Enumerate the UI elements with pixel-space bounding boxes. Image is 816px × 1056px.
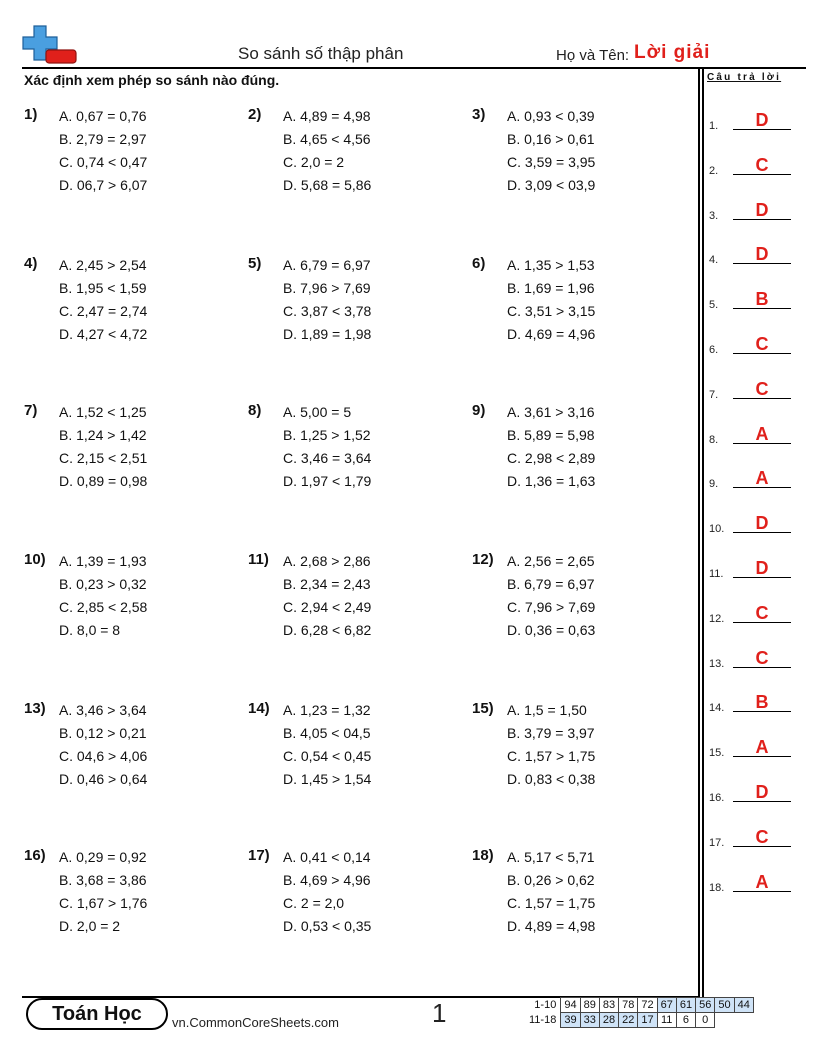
answer-number: 10. bbox=[709, 523, 725, 536]
score-cell: 78 bbox=[619, 998, 638, 1013]
score-cell: 11 bbox=[657, 1013, 676, 1028]
problem-option: C. 2 = 2,0 bbox=[283, 895, 345, 911]
answer-row bbox=[709, 194, 793, 224]
answer-number: 14. bbox=[709, 702, 725, 715]
problem-option: A. 1,39 = 1,93 bbox=[59, 553, 147, 569]
problem-option: B. 0,16 > 0,61 bbox=[507, 131, 595, 147]
problem-option: A. 2,68 > 2,86 bbox=[283, 553, 371, 569]
problem-number: 8) bbox=[248, 402, 262, 419]
answer-row bbox=[709, 552, 793, 582]
problem-option: C. 0,54 < 0,45 bbox=[283, 748, 372, 764]
answer-letter: D bbox=[755, 110, 769, 130]
problem-option: C. 3,59 = 3,95 bbox=[507, 154, 596, 170]
problem-option: C. 3,46 = 3,64 bbox=[283, 450, 372, 466]
answer-number: 1. bbox=[709, 120, 719, 132]
score-cell: 61 bbox=[676, 998, 695, 1013]
problem-option: B. 2,79 = 2,97 bbox=[59, 131, 147, 147]
score-cell: 22 bbox=[619, 1013, 638, 1028]
problem-option: D. 0,89 = 0,98 bbox=[59, 473, 148, 489]
answer-letter: B bbox=[755, 289, 769, 310]
problem-option: D. 0,53 < 0,35 bbox=[283, 918, 372, 934]
answer-row bbox=[709, 686, 793, 716]
answer-row bbox=[709, 731, 793, 761]
answer-letter: D bbox=[755, 244, 769, 265]
problem-option: B. 1,24 > 1,42 bbox=[59, 427, 147, 443]
worksheet-title: So sánh số thập phân bbox=[238, 44, 404, 63]
score-cell: 50 bbox=[715, 998, 734, 1013]
header-rule bbox=[22, 67, 806, 69]
problem-number: 4) bbox=[24, 255, 38, 272]
problem-option: D. 2,0 = 2 bbox=[59, 918, 121, 934]
answer-row bbox=[709, 642, 793, 672]
problem-option: A. 0,67 = 0,76 bbox=[59, 108, 147, 124]
answer-number: 7. bbox=[709, 388, 719, 401]
problem-option: B. 0,12 > 0,21 bbox=[59, 725, 147, 741]
problem-option: D. 0,36 = 0,63 bbox=[507, 622, 596, 638]
problem-number: 1) bbox=[24, 106, 38, 123]
answer-letter: C bbox=[755, 826, 769, 847]
score-cell: 56 bbox=[696, 998, 715, 1013]
problem-number: 3) bbox=[472, 106, 486, 123]
problem-option: A. 0,93 < 0,39 bbox=[507, 108, 595, 124]
answer-number: 17. bbox=[709, 836, 725, 849]
problem-option: B. 4,65 < 4,56 bbox=[283, 131, 371, 147]
answer-number: 9. bbox=[709, 478, 719, 491]
answer-letter: C bbox=[755, 647, 769, 668]
problem-option: B. 5,89 = 5,98 bbox=[507, 427, 595, 443]
score-cell: 89 bbox=[580, 998, 599, 1013]
answer-letter: A bbox=[755, 423, 769, 444]
score-cell: 67 bbox=[657, 998, 676, 1013]
problem-option: D. 4,27 < 4,72 bbox=[59, 326, 148, 342]
answer-number: 15. bbox=[709, 747, 725, 760]
answer-letter: C bbox=[755, 154, 769, 175]
problem-option: A. 1,52 < 1,25 bbox=[59, 404, 147, 420]
answer-letter: C bbox=[755, 378, 769, 399]
name-label: Họ và Tên: bbox=[556, 47, 630, 64]
answer-number: 8. bbox=[709, 433, 719, 446]
answer-number: 4. bbox=[709, 254, 719, 267]
answer-number: 6. bbox=[709, 344, 719, 356]
score-cell: 0 bbox=[696, 1013, 715, 1028]
instruction-text: Xác định xem phép so sánh nào đúng. bbox=[24, 72, 280, 88]
score-cell: 28 bbox=[599, 1013, 618, 1028]
answer-number: 12. bbox=[709, 612, 725, 625]
answer-row bbox=[709, 776, 793, 806]
problem-option: C. 04,6 > 4,06 bbox=[59, 748, 148, 764]
problem-option: D. 0,83 < 0,38 bbox=[507, 771, 596, 787]
problem-option: A. 3,46 > 3,64 bbox=[59, 702, 147, 718]
problem-option: C. 2,47 = 2,74 bbox=[59, 303, 148, 319]
problem-number: 6) bbox=[472, 255, 486, 272]
answer-number: 18. bbox=[709, 881, 725, 894]
problem-option: B. 7,96 > 7,69 bbox=[283, 280, 371, 296]
problem-option: A. 1,35 > 1,53 bbox=[507, 257, 595, 273]
answer-row bbox=[709, 238, 793, 268]
problem-option: C. 7,96 > 7,69 bbox=[507, 599, 596, 615]
answer-row bbox=[709, 373, 793, 403]
answer-number: 11. bbox=[709, 568, 724, 580]
answer-letter: D bbox=[755, 782, 769, 802]
answer-number: 3. bbox=[709, 209, 719, 222]
answer-row bbox=[709, 597, 793, 627]
problem-option: B. 3,79 = 3,97 bbox=[507, 725, 595, 741]
answer-letter: C bbox=[755, 334, 769, 354]
score-range-label: 11-18 bbox=[529, 1014, 557, 1026]
problem-option: B. 4,69 > 4,96 bbox=[283, 872, 371, 888]
problem-option: A. 1,23 = 1,32 bbox=[283, 702, 371, 718]
score-row bbox=[526, 1013, 753, 1028]
answer-row bbox=[709, 866, 793, 896]
problem-option: D. 6,28 < 6,82 bbox=[283, 622, 372, 638]
score-cell: 39 bbox=[561, 1013, 580, 1028]
answer-row bbox=[709, 149, 793, 179]
score-range-label: 1-10 bbox=[534, 999, 557, 1011]
problem-option: A. 0,29 = 0,92 bbox=[59, 849, 147, 865]
problem-option: B. 4,05 < 04,5 bbox=[283, 725, 371, 741]
problem-number: 11) bbox=[248, 551, 269, 568]
answer-number: 5. bbox=[709, 299, 719, 312]
problem-option: A. 4,89 = 4,98 bbox=[283, 108, 371, 124]
page-number: 1 bbox=[432, 998, 447, 1028]
problem-option: B. 0,26 > 0,62 bbox=[507, 872, 595, 888]
answer-row bbox=[709, 821, 793, 851]
problem-number: 15) bbox=[472, 700, 494, 717]
problem-option: C. 1,57 = 1,75 bbox=[507, 895, 596, 911]
problem-option: C. 1,67 > 1,76 bbox=[59, 895, 148, 911]
problem-option: A. 1,5 = 1,50 bbox=[507, 702, 587, 718]
problem-option: D. 1,89 = 1,98 bbox=[283, 326, 372, 342]
answer-row bbox=[709, 462, 793, 492]
answer-row bbox=[709, 507, 793, 537]
problem-number: 16) bbox=[24, 847, 46, 864]
problem-number: 14) bbox=[248, 700, 270, 717]
problem-option: B. 1,95 < 1,59 bbox=[59, 280, 147, 296]
problem-number: 7) bbox=[24, 402, 38, 419]
answer-letter: D bbox=[755, 558, 769, 578]
problem-option: A. 2,45 > 2,54 bbox=[59, 257, 147, 273]
problem-number: 17) bbox=[248, 847, 270, 864]
problem-option: A. 0,41 < 0,14 bbox=[283, 849, 371, 865]
score-cell: 44 bbox=[734, 998, 753, 1013]
answer-row bbox=[709, 104, 793, 134]
score-cell: 33 bbox=[580, 1013, 599, 1028]
answer-number: 13. bbox=[709, 657, 725, 670]
site-url: vn.CommonCoreSheets.com bbox=[172, 1015, 339, 1030]
plus-minus-logo-icon bbox=[22, 24, 80, 68]
answer-row bbox=[709, 328, 793, 358]
problem-option: D. 3,09 < 03,9 bbox=[507, 177, 596, 193]
problem-option: B. 0,23 > 0,32 bbox=[59, 576, 147, 592]
problem-option: D. 1,45 > 1,54 bbox=[283, 771, 372, 787]
problem-option: C. 3,87 < 3,78 bbox=[283, 303, 372, 319]
problem-option: C. 0,74 < 0,47 bbox=[59, 154, 148, 170]
answer-divider-left bbox=[698, 67, 700, 997]
problem-option: A. 5,17 < 5,71 bbox=[507, 849, 595, 865]
answer-row bbox=[709, 283, 793, 313]
answer-letter: B bbox=[755, 692, 769, 713]
name-value: Lời giải bbox=[634, 42, 711, 63]
score-row bbox=[526, 998, 753, 1013]
problem-option: C. 1,57 > 1,75 bbox=[507, 748, 596, 764]
answer-letter: D bbox=[755, 199, 769, 220]
problem-option: A. 3,61 > 3,16 bbox=[507, 404, 595, 420]
answer-letter: C bbox=[755, 602, 769, 623]
problem-option: B. 6,79 = 6,97 bbox=[507, 576, 595, 592]
score-cell: 94 bbox=[561, 998, 580, 1013]
answer-letter: D bbox=[755, 513, 769, 534]
problem-option: B. 1,69 = 1,96 bbox=[507, 280, 595, 296]
score-cell: 83 bbox=[599, 998, 618, 1013]
problem-option: D. 8,0 = 8 bbox=[59, 622, 121, 638]
problem-option: C. 2,94 < 2,49 bbox=[283, 599, 372, 615]
problem-option: B. 2,34 = 2,43 bbox=[283, 576, 371, 592]
answer-number: 16. bbox=[709, 792, 725, 804]
answer-number: 2. bbox=[709, 164, 719, 177]
problem-number: 18) bbox=[472, 847, 494, 864]
score-cell: 72 bbox=[638, 998, 657, 1013]
score-cell: 6 bbox=[676, 1013, 695, 1028]
problem-option: A. 2,56 = 2,65 bbox=[507, 553, 595, 569]
problem-number: 9) bbox=[472, 402, 486, 419]
answer-key-title: Câu trả lời bbox=[707, 72, 782, 83]
problem-option: A. 5,00 = 5 bbox=[283, 404, 352, 420]
problem-option: D. 4,69 = 4,96 bbox=[507, 326, 596, 342]
problem-number: 10) bbox=[24, 551, 46, 568]
answer-letter: A bbox=[755, 871, 769, 892]
answer-divider-right bbox=[702, 67, 704, 997]
problem-option: C. 2,15 < 2,51 bbox=[59, 450, 148, 466]
problem-option: B. 3,68 = 3,86 bbox=[59, 872, 147, 888]
problem-option: D. 06,7 > 6,07 bbox=[59, 177, 148, 193]
brand-badge: Toán Học bbox=[26, 998, 168, 1030]
problem-option: D. 0,46 > 0,64 bbox=[59, 771, 148, 787]
answer-letter: A bbox=[755, 468, 769, 489]
answer-row bbox=[709, 418, 793, 448]
problem-option: D. 1,36 = 1,63 bbox=[507, 473, 596, 489]
score-table bbox=[526, 997, 754, 1028]
problem-option: C. 2,98 < 2,89 bbox=[507, 450, 596, 466]
problem-option: D. 1,97 < 1,79 bbox=[283, 473, 372, 489]
problem-number: 2) bbox=[248, 106, 262, 123]
score-cell: 17 bbox=[638, 1013, 657, 1028]
problem-number: 13) bbox=[24, 700, 46, 717]
problem-option: D. 4,89 = 4,98 bbox=[507, 918, 596, 934]
answer-letter: A bbox=[755, 737, 769, 758]
problem-option: C. 2,85 < 2,58 bbox=[59, 599, 148, 615]
problem-option: C. 3,51 > 3,15 bbox=[507, 303, 596, 319]
problem-option: B. 1,25 > 1,52 bbox=[283, 427, 371, 443]
problem-option: C. 2,0 = 2 bbox=[283, 154, 345, 170]
problem-number: 12) bbox=[472, 551, 494, 568]
problem-option: D. 5,68 = 5,86 bbox=[283, 177, 372, 193]
problem-number: 5) bbox=[248, 255, 262, 272]
problem-option: A. 6,79 = 6,97 bbox=[283, 257, 371, 273]
